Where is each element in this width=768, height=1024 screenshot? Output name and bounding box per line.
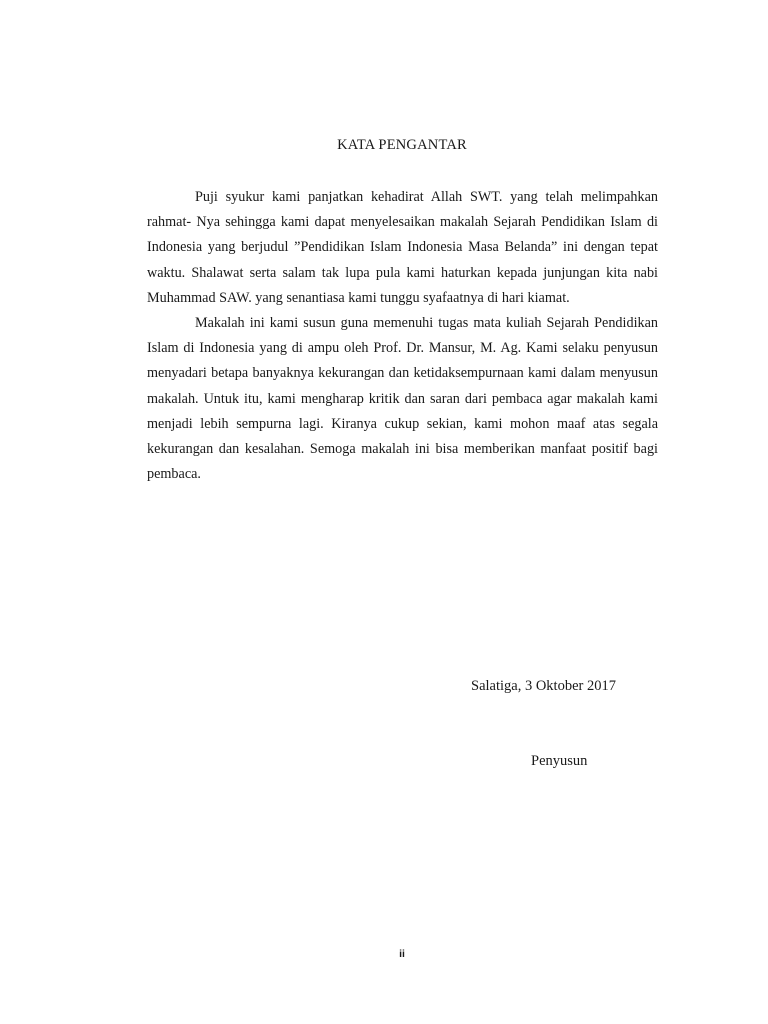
- body-text: [147, 185, 658, 487]
- place-date: Salatiga, 3 Oktober 2017: [471, 678, 616, 694]
- paragraph-2: Makalah ini kami susun guna memenuhi tugas mata kuliah Sejarah Pendidikan Islam di Indonesia yang di ampu oleh Prof. Dr. Mansur, M. Ag. Kami selaku penyusun menyadari betapa banyaknya kekurangan dan ketidaksempurnaan kami dalam menyusun makalah. Untuk itu, kami mengharap kritik dan saran dari pembaca agar makalah kami menjadi lebih sempurna lagi. Kiranya cukup sekian, kami mohon maaf atas segala kekurangan dan kesalahan. Semoga makalah ini bisa memberikan manfaat positif bagi pembaca.: [147, 315, 658, 483]
- author-signature: Penyusun: [531, 753, 588, 769]
- page-title: KATA PENGANTAR: [337, 137, 467, 153]
- paragraph-1: Puji syukur kami panjatkan kehadirat Allah SWT. yang telah melimpahkan rahmat- Nya sehingga kami dapat menyelesaikan makalah Sejarah Pendidikan Islam di Indonesia yang berjudul ”Pendidikan Islam Indonesia Masa Belanda” ini dengan tepat waktu. Shalawat serta salam tak lupa pula kami haturkan kepada junjungan kita nabi Muhammad SAW. yang senantiasa kami tunggu syafaatnya di hari kiamat.: [147, 189, 658, 306]
- page-number: ii: [399, 948, 405, 960]
